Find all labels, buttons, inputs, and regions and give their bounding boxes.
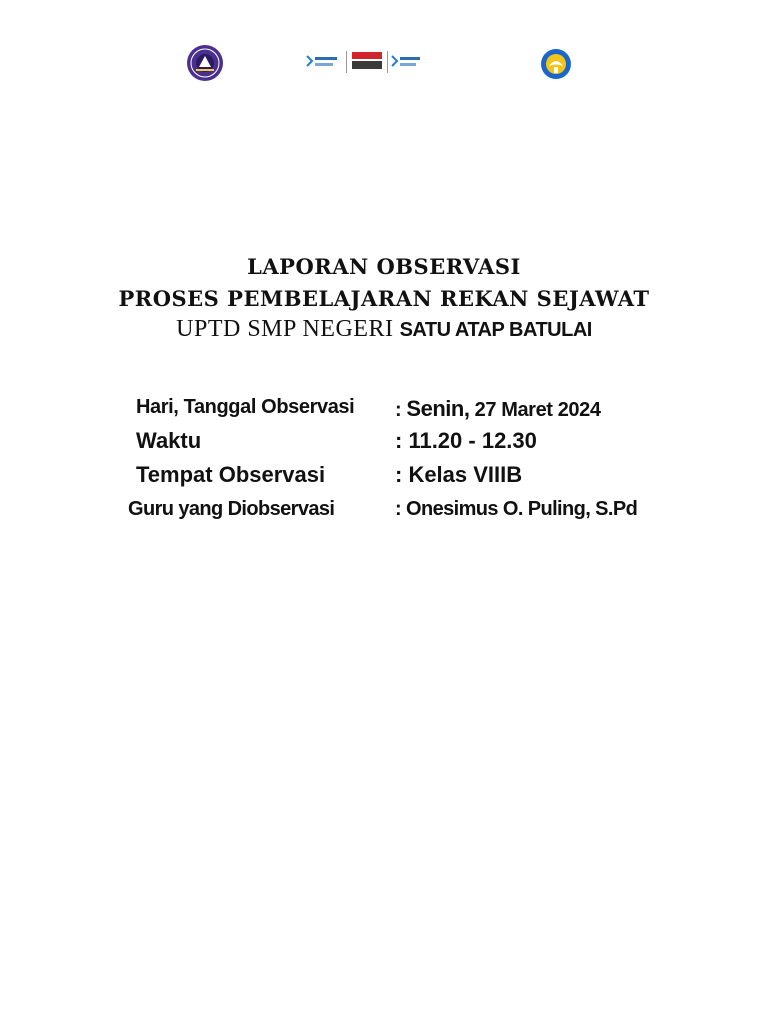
place-label: Tempat Observasi xyxy=(136,462,326,487)
time-label: Waktu xyxy=(136,428,202,453)
observation-day: Senin, xyxy=(406,396,470,421)
observation-date-label: Hari, Tanggal Observasi xyxy=(136,396,355,418)
report-subtitle: PROSES PEMBELAJARAN REKAN SEJAWAT xyxy=(118,286,650,311)
teacher-label: Guru yang Diobservasi xyxy=(128,498,335,520)
observation-date-prefix: : xyxy=(395,399,407,421)
school-name-part-1: UPTD SMP NEGERI xyxy=(176,316,394,342)
teacher-value: : Onesimus O. Puling, S.Pd xyxy=(395,498,638,520)
school-name-part-2: SATU ATAP BATULAI xyxy=(399,319,592,341)
kurikulum-merdeka-logo xyxy=(303,48,425,76)
time-value: : 11.20 - 12.30 xyxy=(395,428,537,453)
observation-date: 27 Maret 2024 xyxy=(469,399,601,421)
tut-wuri-handayani-logo xyxy=(540,48,572,80)
report-title: LAPORAN OBSERVASI xyxy=(247,254,521,279)
observation-date-value xyxy=(395,396,601,422)
place-value: : Kelas VIIIB xyxy=(395,462,523,487)
university-seal-icon xyxy=(186,44,224,82)
school-name xyxy=(0,316,768,343)
